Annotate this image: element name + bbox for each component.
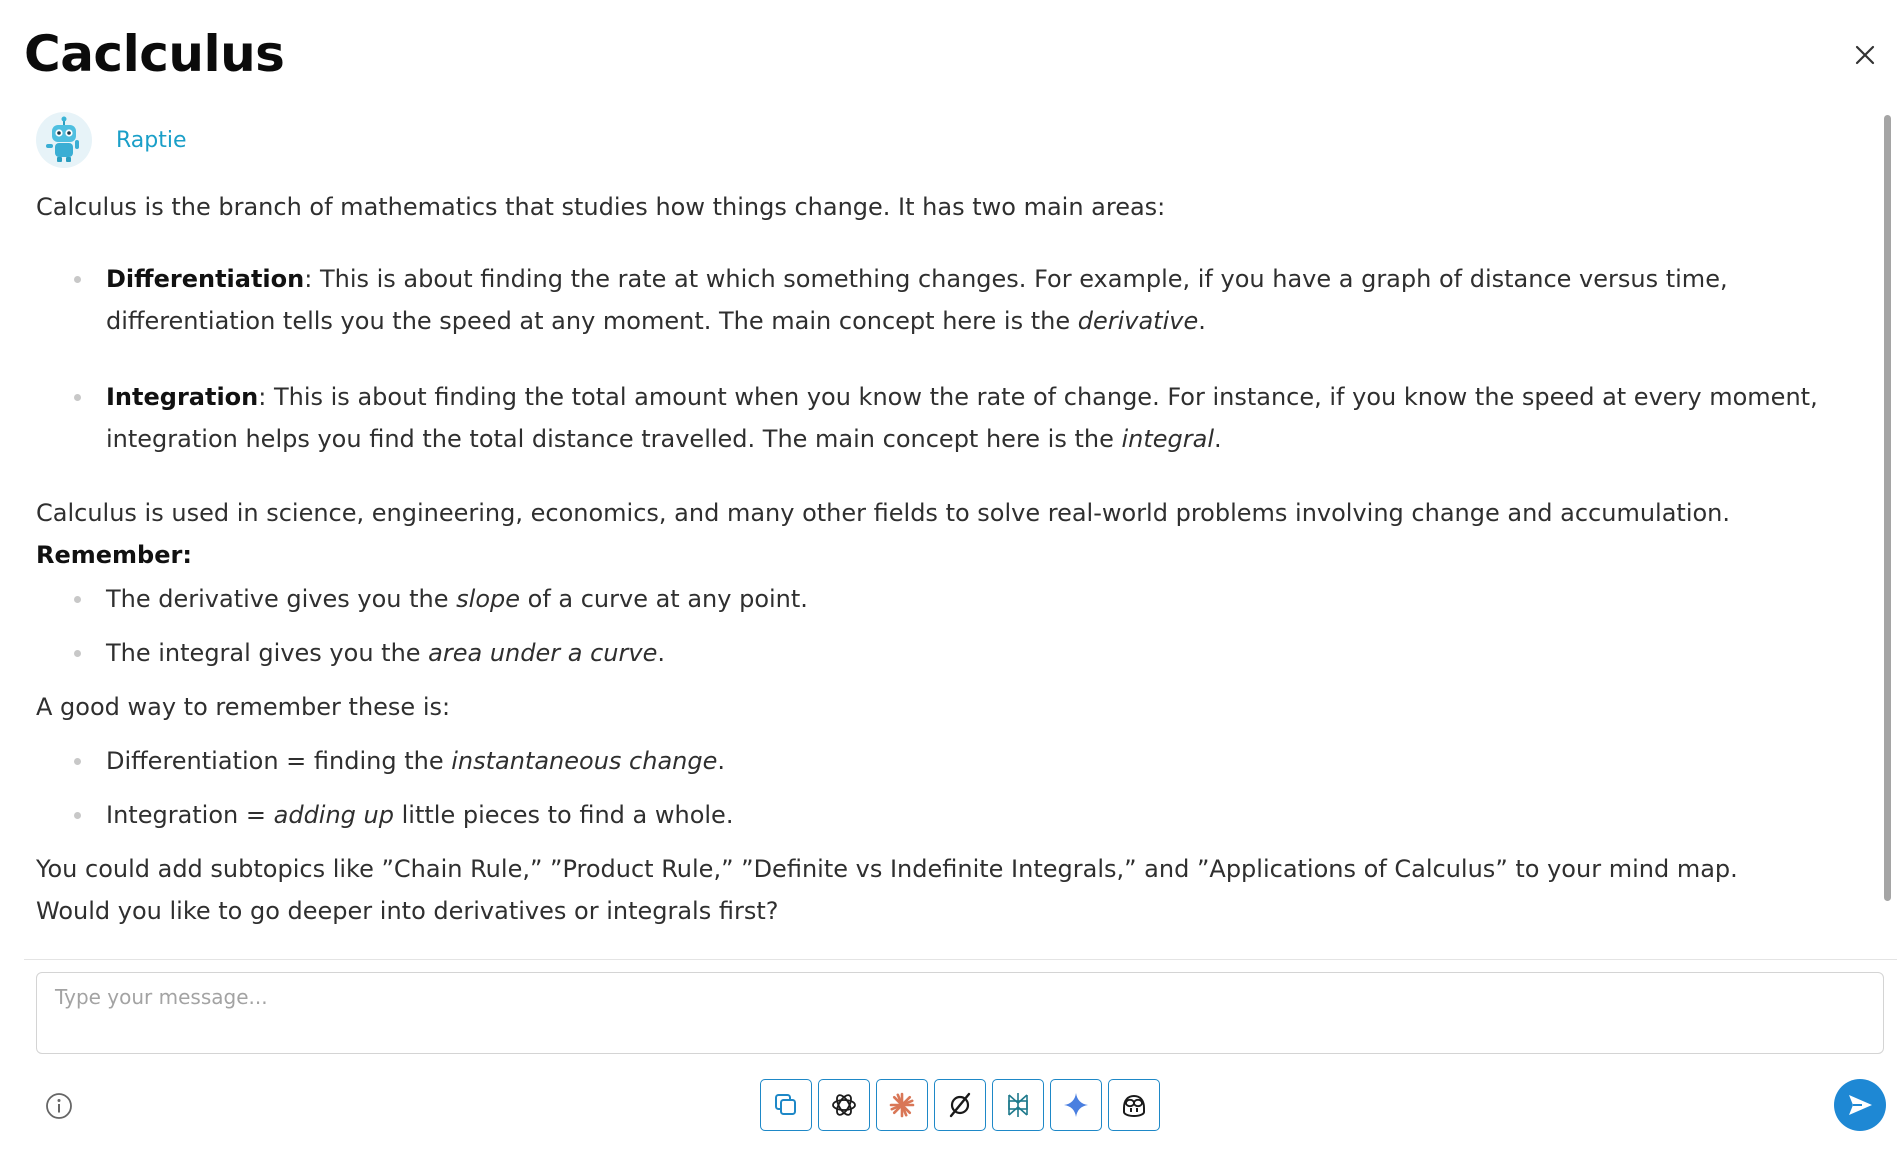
- question-text: Would you like to go deeper into derivatives or integrals first?: [36, 897, 779, 925]
- message-input-box: [36, 972, 1884, 1054]
- list-item: [106, 578, 1856, 620]
- punctuation: .: [1198, 307, 1206, 335]
- areas-list: [36, 258, 1856, 460]
- emphasis-text: adding up: [273, 801, 394, 829]
- concept-text: integral: [1121, 425, 1215, 453]
- perplexity-model-button[interactable]: [992, 1079, 1044, 1131]
- list-item: [106, 740, 1856, 782]
- perplexity-icon: [1004, 1091, 1032, 1119]
- close-button[interactable]: [1848, 38, 1882, 72]
- gemini-model-button[interactable]: [1050, 1079, 1102, 1131]
- list-item: [106, 258, 1856, 342]
- list-item: [106, 376, 1856, 460]
- remember-heading-text: Remember:: [36, 541, 192, 569]
- mnemonic-list: [36, 740, 1856, 836]
- send-icon: [1845, 1090, 1875, 1120]
- openai-icon: [829, 1090, 859, 1120]
- message-sender: [36, 112, 187, 168]
- item-text: Integration =: [106, 801, 274, 829]
- concept-text: derivative: [1077, 307, 1199, 335]
- emphasis-text: area under a curve: [428, 639, 658, 667]
- avatar: [36, 112, 92, 168]
- assistant-message: [36, 186, 1856, 932]
- item-text: little pieces to find a whole.: [394, 801, 734, 829]
- send-button[interactable]: [1834, 1079, 1886, 1131]
- description-text: : This is about finding the total amount when you know the rate of change. For instance, if you know the speed at every moment, integration helps you find the total distance travelled. The main concept here is the: [106, 383, 1818, 453]
- usage-text: Calculus is used in science, engineering, economics, and many other fields to solve real-world problems involving change and accumulation.: [36, 499, 1731, 527]
- intro-text: Calculus is the branch of mathematics that studies how things change. It has two main areas:: [36, 193, 1166, 221]
- close-icon: [1854, 44, 1876, 66]
- item-text: .: [657, 639, 665, 667]
- term-text: Differentiation: [106, 265, 305, 293]
- emphasis-text: slope: [456, 585, 520, 613]
- remember-list: [36, 578, 1856, 674]
- emphasis-text: instantaneous change: [451, 747, 718, 775]
- message-scroll-area[interactable]: [24, 108, 1864, 954]
- item-text: Differentiation = finding the: [106, 747, 452, 775]
- list-item: [106, 794, 1856, 836]
- info-button[interactable]: [44, 1091, 74, 1121]
- term-text: Integration: [106, 383, 259, 411]
- grok-model-button[interactable]: [934, 1079, 986, 1131]
- copilot-icon: [1119, 1090, 1149, 1120]
- list-item: [106, 632, 1856, 674]
- item-text: .: [717, 747, 726, 775]
- robot-avatar-icon: [42, 116, 86, 164]
- model-selector: [760, 1079, 1160, 1131]
- copilot-model-button[interactable]: [1108, 1079, 1160, 1131]
- description-text: : This is about finding the rate at which something changes. For example, if you have a graph of distance versus time, differentiation tells you the speed at any moment. The main concept here is the: [106, 265, 1728, 335]
- suggestion-text: You could add subtopics like ”Chain Rule,” ”Product Rule,” ”Definite vs Indefinite Integrals,” and ”Applications of Calculus” to your mind map.: [36, 855, 1738, 883]
- item-text: The integral gives you the: [106, 639, 429, 667]
- item-text: of a curve at any point.: [520, 585, 808, 613]
- claude-icon: [888, 1091, 916, 1119]
- claude-model-button[interactable]: [876, 1079, 928, 1131]
- good-way-text: A good way to remember these is:: [36, 693, 451, 721]
- item-text: The derivative gives you the: [106, 585, 457, 613]
- copy-icon: [773, 1092, 799, 1118]
- punctuation: .: [1214, 425, 1222, 453]
- dialog-title: Caclculus: [24, 25, 285, 83]
- message-input[interactable]: [37, 973, 1883, 1053]
- info-icon: [44, 1091, 74, 1121]
- grok-icon: [946, 1091, 974, 1119]
- openai-model-button[interactable]: [818, 1079, 870, 1131]
- scrollbar-thumb[interactable]: [1884, 115, 1891, 901]
- composer-divider: [24, 959, 1897, 960]
- gemini-icon: [1062, 1091, 1090, 1119]
- sender-name: Raptie: [116, 127, 187, 153]
- copy-button[interactable]: [760, 1079, 812, 1131]
- remember-heading: [36, 534, 1856, 576]
